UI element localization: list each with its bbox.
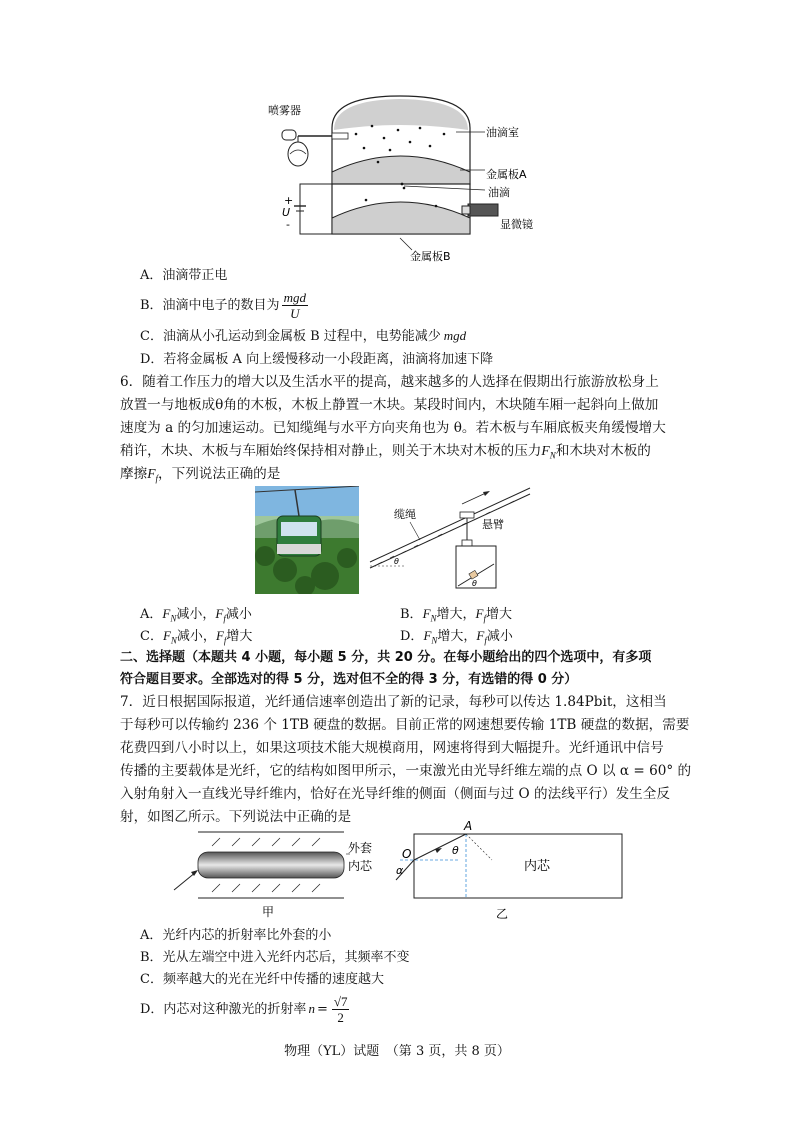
opt-text: 减小 bbox=[486, 629, 513, 644]
plate-a-label: 金属板A bbox=[486, 168, 527, 181]
core-box-label: 内芯 bbox=[524, 859, 551, 874]
opt-label: C． bbox=[140, 629, 163, 644]
q7-line-4: 传播的主要载体是光纤，它的结构如图甲所示，一束激光由光导纤维左端的点 O 以 α = 60° 的 bbox=[120, 763, 692, 779]
opt-text: 增大， bbox=[437, 629, 477, 644]
cable-car-photo bbox=[255, 486, 359, 594]
jacket-label: 外套 bbox=[348, 841, 373, 855]
q6-line-4-text-2: 和木块对木板的 bbox=[555, 443, 651, 459]
opt-label: A． bbox=[140, 607, 163, 622]
q6-option-a bbox=[140, 604, 252, 629]
q7-option-b: B．光从左端空中进入光纤内芯后，其频率不变 bbox=[140, 950, 410, 965]
point-o-label: O bbox=[402, 847, 412, 861]
q6-line-2: 放置一与地板成θ角的木板，木板上静置一木块。某段时间内，木块随车厢一起斜向上做加 bbox=[120, 397, 659, 413]
fraction-denominator: U bbox=[290, 306, 300, 321]
ff-letter: F bbox=[147, 466, 156, 481]
fn-symbol: $F_N$ bbox=[162, 606, 177, 624]
q6-line-5-text-2: ，下列说法正确的是 bbox=[158, 466, 281, 482]
plus-sign: + bbox=[284, 194, 294, 207]
ff-symbol: $F_f$ bbox=[476, 628, 487, 646]
q6-line-3: 速度为 a 的匀加速运动。已知缆绳与水平方向夹角也为 θ。若木板与车厢底板夹角缓慢增大 bbox=[120, 420, 666, 436]
oil-drop-apparatus-figure bbox=[260, 88, 550, 266]
optical-fiber-figure-yi bbox=[392, 820, 624, 922]
cable-angle-theta: θ bbox=[394, 557, 399, 566]
q6-option-d bbox=[400, 626, 513, 651]
q6-line-4 bbox=[120, 441, 651, 466]
q6-line-5 bbox=[120, 464, 280, 489]
q5-option-b-fraction bbox=[282, 290, 308, 321]
fraction-denominator: 2 bbox=[337, 1010, 344, 1025]
alpha-label: α bbox=[396, 864, 404, 877]
fn-symbol: $F_N$ bbox=[422, 606, 437, 624]
q5-option-a: A．油滴带正电 bbox=[140, 268, 228, 283]
ff-symbol bbox=[147, 466, 159, 484]
q7-option-d-text: D．内芯对这种激光的折射率 bbox=[140, 1002, 307, 1017]
core-label: 内芯 bbox=[348, 859, 373, 873]
sprayer-label: 喷雾器 bbox=[268, 104, 301, 117]
fn-symbol: $F_N$ bbox=[162, 628, 177, 646]
theta-label: θ bbox=[452, 844, 459, 857]
q5-option-b bbox=[140, 290, 310, 321]
opt-label: B． bbox=[400, 607, 423, 622]
fn-subscript: N bbox=[549, 450, 556, 461]
microscope-label: 显微镜 bbox=[500, 218, 533, 231]
q6-line-5-text: 摩擦 bbox=[120, 466, 148, 482]
cable-car-diagram bbox=[364, 486, 536, 598]
opt-text: 减小， bbox=[176, 629, 216, 644]
q5-option-c-text: C．油滴从小孔运动到金属板 B 过程中，电势能减少 bbox=[140, 329, 441, 344]
equals-sign: = bbox=[316, 1002, 328, 1017]
fn-symbol: $F_N$ bbox=[423, 628, 438, 646]
ff-symbol: $F_f$ bbox=[215, 628, 227, 646]
ff-symbol: $F_f$ bbox=[215, 606, 226, 624]
oil-chamber-label: 油滴室 bbox=[486, 126, 519, 139]
n-symbol: n bbox=[308, 1001, 315, 1016]
q7-line-5: 入射角射入一直线光导纤维内，恰好在光导纤维的侧面（侧面与过 O 的法线平行）发生全反 bbox=[120, 786, 670, 802]
figure-jia-caption: 甲 bbox=[262, 905, 275, 919]
ff-subscript: f bbox=[155, 473, 159, 484]
ff-symbol: $F_f$ bbox=[475, 606, 487, 624]
minus-sign: - bbox=[286, 218, 290, 231]
point-a-label: A bbox=[464, 820, 473, 833]
fraction-numerator: mgd bbox=[283, 290, 306, 305]
oil-drop-label: 油滴 bbox=[488, 186, 510, 199]
q7-option-d bbox=[140, 994, 351, 1025]
page-footer: 物理（YL）试题 （第 3 页，共 8 页） bbox=[284, 1044, 510, 1059]
section-2-heading-line-2: 符合题目要求。全部选对的得 5 分，选对但不全的得 3 分，有选错的得 0 分） bbox=[120, 672, 578, 687]
q5-option-c bbox=[140, 326, 466, 347]
q5-option-c-math: mgd bbox=[443, 328, 467, 343]
opt-label: D． bbox=[400, 629, 424, 644]
fraction-numerator: √7 bbox=[333, 994, 348, 1009]
opt-text: 减小， bbox=[176, 607, 216, 622]
cable-label: 缆绳 bbox=[394, 508, 416, 521]
voltage-u-label: U bbox=[282, 206, 291, 219]
section-2-heading-line-1: 二、选择题（本题共 4 小题，每小题 5 分，共 20 分。在每小题给出的四个选项中，有多项 bbox=[120, 650, 652, 665]
q7-line-3: 花费四到八小时以上，如果这项技术能大规模商用，网速将得到大幅提升。光纤通讯中信号 bbox=[120, 740, 664, 756]
q6-line-1: 6．随着工作压力的增大以及生活水平的提高，越来越多的人选择在假期出行旅游放松身上 bbox=[120, 374, 659, 390]
opt-text: 减小 bbox=[225, 607, 252, 622]
q7-option-c: C．频率越大的光在光纤中传播的速度越大 bbox=[140, 972, 384, 987]
q5-option-b-text: B．油滴中电子的数目为 bbox=[140, 298, 280, 313]
q6-option-c bbox=[140, 626, 252, 651]
opt-text: 增大 bbox=[486, 607, 513, 622]
q7-line-6: 射，如图乙所示。下列说法中正确的是 bbox=[120, 809, 352, 825]
board-angle-theta: θ bbox=[472, 579, 477, 588]
q7-option-a: A．光纤内芯的折射率比外套的小 bbox=[140, 928, 332, 943]
fn-symbol bbox=[541, 443, 556, 461]
opt-text: 增大 bbox=[226, 629, 253, 644]
q7-line-1: 7．近日根据国际报道，光纤通信速率创造出了新的记录，每秒可以传达 1.84Pbit，这相当 bbox=[120, 694, 667, 710]
figure-yi-caption: 乙 bbox=[496, 907, 509, 921]
plate-b-label: 金属板B bbox=[410, 250, 451, 263]
optical-fiber-figure-jia bbox=[168, 826, 388, 920]
opt-text: 增大， bbox=[436, 607, 476, 622]
fn-letter: F bbox=[541, 443, 550, 458]
q6-option-b bbox=[400, 604, 512, 629]
arm-label: 悬臂 bbox=[482, 518, 504, 531]
refractive-index-fraction bbox=[332, 994, 350, 1025]
q7-line-2: 于每秒可以传输约 236 个 1TB 硬盘的数据。目前正常的网速想要传输 1TB 硬盘的数据，需要 bbox=[120, 717, 690, 733]
q5-option-d: D．若将金属板 A 向上缓慢移动一小段距离，油滴将加速下降 bbox=[140, 352, 494, 367]
q6-line-4-text: 稍许，木块、木板与车厢始终保持相对静止，则关于木块对木板的压力 bbox=[120, 443, 542, 459]
